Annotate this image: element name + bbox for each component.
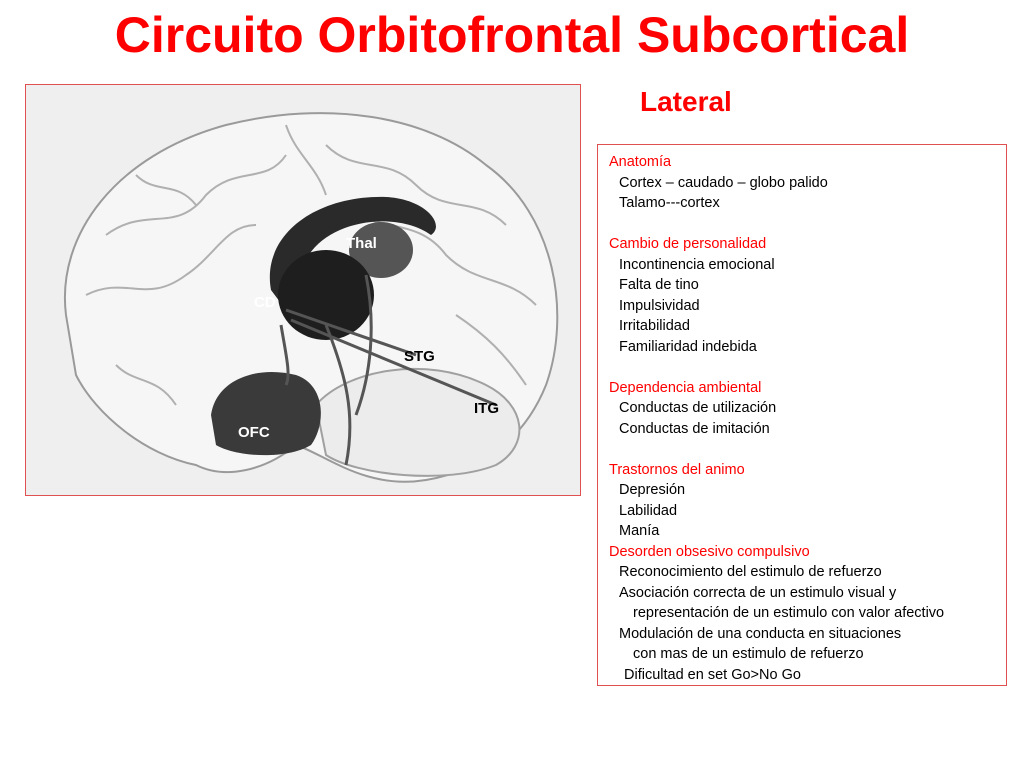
list-item: Familiaridad indebida — [619, 338, 757, 355]
label-itg: ITG — [474, 400, 499, 417]
list-item: Conductas de imitación — [619, 420, 770, 437]
label-thal: Thal — [346, 235, 377, 252]
list-item: Modulación de una conducta en situaciones — [619, 625, 902, 642]
list-item: Labilidad — [619, 502, 678, 519]
list-item: Irritabilidad — [619, 318, 690, 334]
brain-drawing — [26, 85, 580, 495]
brain-illustration — [25, 84, 581, 496]
list-item: Manía — [619, 523, 660, 539]
list-item: Conductas de utilización — [619, 400, 777, 416]
list-item: Dificultad en set Go>No Go — [624, 666, 801, 683]
list-item: representación de un estimulo con valor afectivo — [633, 605, 945, 621]
list-item: Asociación correcta de un estimulo visual y — [619, 584, 897, 601]
list-item: Depresión — [619, 482, 686, 498]
list-item: Incontinencia emocional — [619, 256, 775, 273]
clinical-features-panel — [597, 144, 1007, 686]
list-item: con mas de un estimulo de refuerzo — [633, 646, 864, 662]
section-heading: Dependencia ambiental — [609, 379, 762, 396]
section-heading: Cambio de personalidad — [609, 236, 767, 252]
list-item: Reconocimiento del estimulo de refuerzo — [619, 564, 882, 580]
section-heading: Anatomía — [609, 154, 672, 170]
list-item: Talamo---cortex — [619, 195, 720, 211]
list-item: Impulsividad — [619, 297, 700, 314]
list-item: Falta de tino — [619, 277, 699, 293]
slide-title: Circuito Orbitofrontal Subcortical — [114, 7, 910, 63]
label-ofc: OFC — [238, 424, 270, 441]
section-heading: Desorden obsesivo compulsivo — [609, 543, 810, 560]
label-cd: CD — [254, 294, 276, 311]
slide-subtitle: Lateral — [640, 86, 732, 117]
list-item: Cortex – caudado – globo palido — [619, 174, 828, 191]
label-stg: STG — [404, 348, 435, 365]
section-heading: Trastornos del animo — [609, 461, 745, 478]
